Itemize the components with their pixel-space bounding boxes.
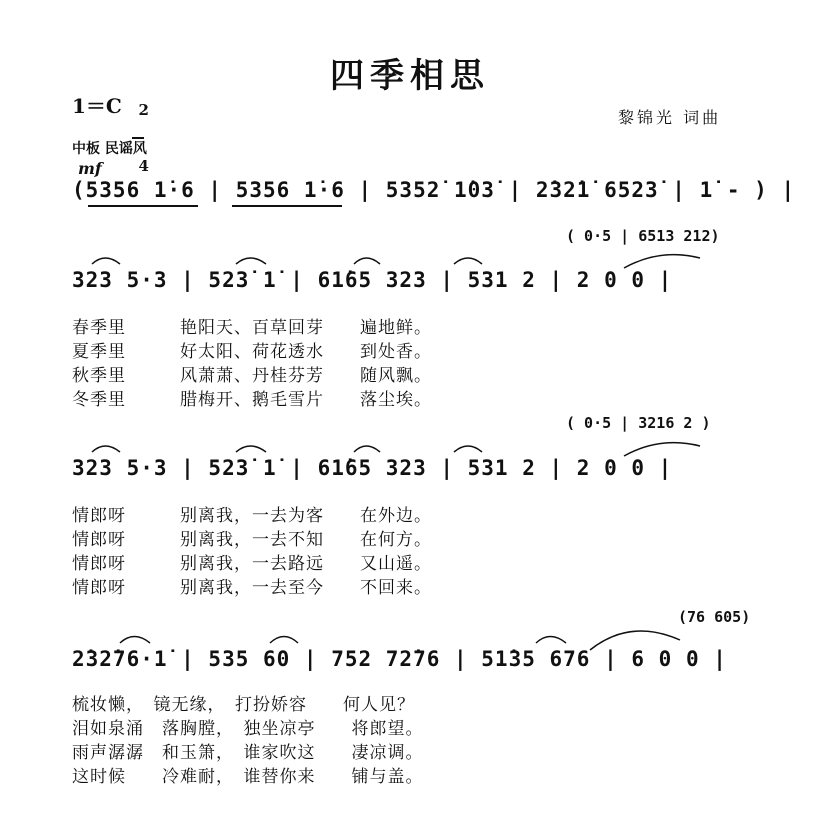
- slur-arc: [454, 258, 482, 264]
- intro-notes: (5356 1̇·6 | 5356 1̇·6 | 5352̇ 1̇03̇ | 2̇32̇1̇ 6523̇ | 1̇ - ) |: [72, 178, 796, 202]
- meter-top: 2: [138, 101, 149, 119]
- key-signature: 1＝C: [72, 94, 122, 118]
- slur-arc: [120, 637, 150, 644]
- lyric-line: 这时候 冷难耐， 谁替你来 铺与盖。: [72, 767, 424, 787]
- lyric-line: 泪如泉涌 落胸膛， 独坐凉亭 将郎望。: [72, 719, 424, 739]
- meter-bottom: 4: [138, 157, 149, 175]
- slur-arc: [454, 446, 482, 452]
- lyric-line: 情郎呀 别离我，一去路远 又山遥。: [72, 554, 432, 574]
- slur-arc: [236, 258, 266, 264]
- lyric-line: 情郎呀 别离我，一去为客 在外边。: [72, 506, 432, 526]
- slur-arc: [270, 637, 298, 644]
- page-title: 四季相思: [330, 56, 490, 96]
- slur-arc: [624, 255, 700, 268]
- interlude-3: (76 605): [678, 608, 751, 626]
- tempo-marking: 中板 民谣风: [72, 141, 147, 157]
- lyric-line: 雨声潺潺 和玉箫， 谁家吹这 凄凉调。: [72, 743, 424, 763]
- slur-arc: [354, 258, 380, 264]
- interlude-1: ( 0·5 | 6513 212): [566, 227, 720, 245]
- melody-row-2: 323 5·3 | 523̇ 1̇ | 61̇65 323 | 531 2 | 2 0 0 |: [72, 456, 673, 480]
- lyric-line: 梳妆懒， 镜无缘， 打扮娇容 何人见？: [72, 695, 415, 715]
- lyric-line: 冬季里 腊梅开、鹅毛雪片 落尘埃。: [72, 390, 432, 410]
- melody-row-3: 2̇32̇76·1̇ | 535 60 | 752 72̇76 | 51̇35 676 | 6 0 0 |: [72, 647, 727, 671]
- lyric-line: 夏季里 好太阳、荷花透水 到处香。: [72, 342, 432, 362]
- lyric-line: 情郎呀 别离我，一去不知 在何方。: [72, 530, 432, 550]
- composer-credit: 黎锦光 词曲: [618, 108, 722, 127]
- interlude-2: ( 0·5 | 3216 2 ): [566, 414, 711, 432]
- lyric-line: 情郎呀 别离我，一去至今 不回来。: [72, 578, 432, 598]
- slur-arc: [92, 446, 120, 452]
- dynamic-marking: mf: [78, 159, 102, 178]
- lyric-line: 春季里 艳阳天、百草回芽 遍地鲜。: [72, 318, 432, 338]
- melody-row-1: 323 5·3 | 523̇ 1̇ | 61̇65 323 | 531 2 | 2 0 0 |: [72, 268, 673, 292]
- slur-arc: [92, 258, 120, 264]
- lyric-line: 秋季里 风萧萧、丹桂芬芳 随风飘。: [72, 366, 432, 386]
- slur-arc: [590, 631, 680, 650]
- slur-arc: [536, 637, 566, 644]
- slur-arc: [624, 443, 700, 456]
- slur-arc: [236, 446, 266, 452]
- slur-arc: [354, 446, 380, 452]
